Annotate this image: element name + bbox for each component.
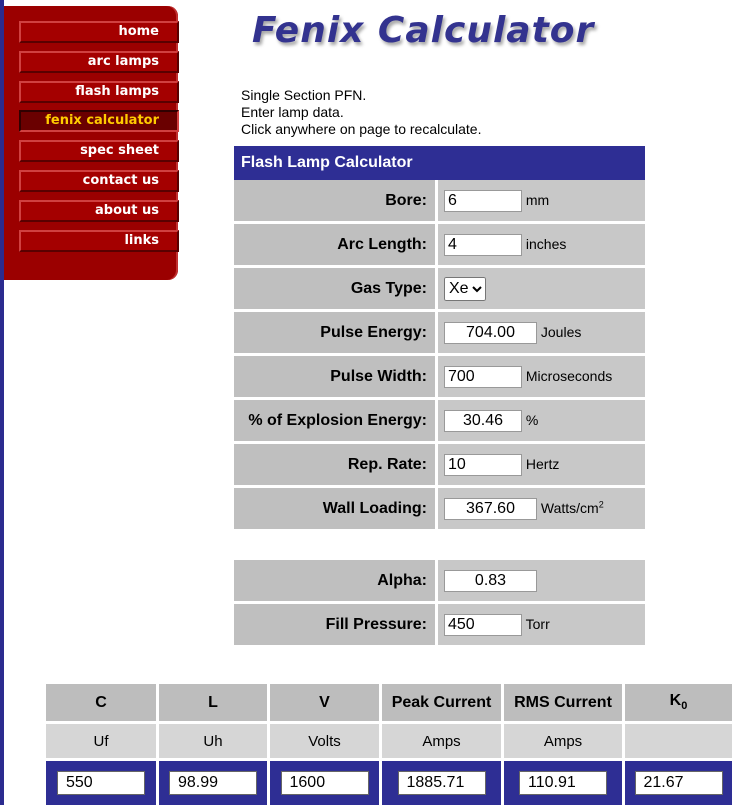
- intro-line-1: Single Section PFN.: [241, 87, 367, 103]
- intro-line-3: Click anywhere on page to recalculate.: [241, 121, 482, 137]
- wall-loading-row: [234, 488, 645, 529]
- sidebar-nav: [4, 6, 178, 280]
- nav-item-about-us[interactable]: about us: [19, 200, 179, 222]
- value-k0-input[interactable]: [635, 771, 723, 795]
- arc-length-row: [234, 224, 645, 268]
- rep-rate-unit: Hertz: [525, 455, 560, 472]
- fill-pressure-row: [234, 604, 645, 645]
- pulse-width-input[interactable]: [444, 366, 522, 388]
- calculator-title: Flash Lamp Calculator: [234, 146, 645, 180]
- pulse-energy-label: Pulse Energy:: [234, 312, 438, 356]
- unit-k0: [625, 724, 732, 761]
- col-header-v: V: [270, 684, 382, 724]
- rep-rate-row: [234, 444, 645, 488]
- explosion-energy-input[interactable]: [444, 410, 522, 432]
- pulse-energy-input[interactable]: [444, 322, 537, 344]
- col-header-peak-current: Peak Current: [382, 684, 504, 724]
- col-header-l: L: [159, 684, 270, 724]
- unit-l: Uh: [159, 724, 270, 761]
- bore-row: [234, 180, 645, 224]
- nav-item-flash-lamps[interactable]: flash lamps: [19, 81, 179, 103]
- explosion-energy-row: [234, 400, 645, 444]
- intro-text: [241, 87, 481, 138]
- alpha-label: Alpha:: [234, 560, 438, 604]
- pulse-width-unit: Microseconds: [525, 367, 613, 384]
- arc-length-input[interactable]: [444, 234, 522, 256]
- pulse-width-label: Pulse Width:: [234, 356, 438, 400]
- fill-pressure-label: Fill Pressure:: [234, 604, 438, 645]
- nav-item-spec-sheet[interactable]: spec sheet: [19, 140, 179, 162]
- bore-label: Bore:: [234, 180, 438, 224]
- bore-input[interactable]: [444, 190, 522, 212]
- results-table: [46, 684, 732, 805]
- pulse-energy-unit: Joules: [540, 323, 582, 340]
- alpha-input[interactable]: [444, 570, 537, 592]
- value-rms-current-input[interactable]: [519, 771, 607, 795]
- unit-v: Volts: [270, 724, 382, 761]
- value-l-input[interactable]: [169, 771, 257, 795]
- fill-pressure-input[interactable]: [444, 614, 522, 636]
- flash-lamp-calculator-table: [234, 146, 645, 529]
- nav-item-fenix-calculator[interactable]: fenix calculator: [19, 110, 179, 132]
- value-c-input[interactable]: [57, 771, 145, 795]
- nav-item-home[interactable]: home: [19, 21, 179, 43]
- nav-item-arc-lamps[interactable]: arc lamps: [19, 51, 179, 73]
- rep-rate-input[interactable]: [444, 454, 522, 476]
- wall-loading-input[interactable]: [444, 498, 537, 520]
- gas-type-select[interactable]: [444, 277, 486, 301]
- gas-type-row: [234, 268, 645, 312]
- results-header-row: [46, 684, 732, 724]
- value-v-input[interactable]: [281, 771, 369, 795]
- intro-line-2: Enter lamp data.: [241, 104, 344, 120]
- wall-loading-unit: Watts/$cm^2$: [540, 498, 604, 516]
- pulse-width-row: [234, 356, 645, 400]
- unit-c: Uf: [46, 724, 159, 761]
- explosion-energy-unit: %: [525, 411, 539, 428]
- nav-item-contact-us[interactable]: contact us: [19, 170, 179, 192]
- wall-loading-label: Wall Loading:: [234, 488, 438, 529]
- col-header-k0: $K_0$: [625, 684, 732, 724]
- secondary-values-table: [234, 560, 645, 645]
- arc-length-unit: inches: [525, 235, 567, 252]
- gas-type-label: Gas Type:: [234, 268, 438, 312]
- rep-rate-label: Rep. Rate:: [234, 444, 438, 488]
- explosion-energy-label: % of Explosion Energy:: [234, 400, 438, 444]
- unit-peak-current: Amps: [382, 724, 504, 761]
- col-header-rms-current: RMS Current: [504, 684, 625, 724]
- col-header-c: C: [46, 684, 159, 724]
- results-value-row: [46, 761, 732, 805]
- nav-item-links[interactable]: links: [19, 230, 179, 252]
- alpha-row: [234, 560, 645, 604]
- site-logo: Fenix Calculator: [252, 10, 595, 51]
- bore-unit: mm: [525, 191, 550, 208]
- pulse-energy-row: [234, 312, 645, 356]
- fill-pressure-unit: Torr: [525, 615, 550, 632]
- arc-length-label: Arc Length:: [234, 224, 438, 268]
- results-unit-row: [46, 724, 732, 761]
- unit-rms-current: Amps: [504, 724, 625, 761]
- value-peak-current-input[interactable]: [398, 771, 486, 795]
